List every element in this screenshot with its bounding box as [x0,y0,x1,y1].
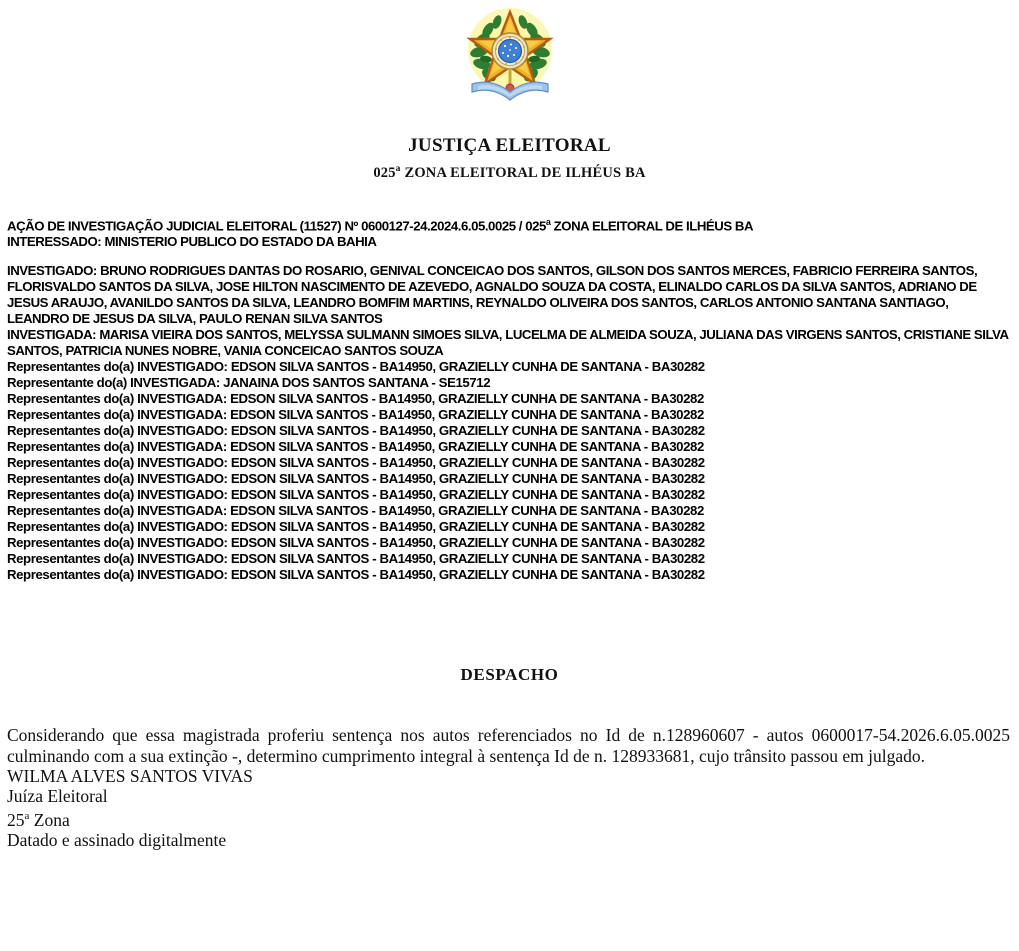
representative-line: Representantes do(a) INVESTIGADO: EDSON SILVA SANTOS - BA14950, GRAZIELLY CUNHA DE SANTANA - BA30282 [7,519,705,535]
judge-zone-ordinal: a [24,810,30,823]
judge-zone-word: Zona [29,809,70,830]
despacho-heading: DESPACHO [460,665,559,685]
representative-line: Representantes do(a) INVESTIGADO: EDSON SILVA SANTOS - BA14950, GRAZIELLY CUNHA DE SANTANA - BA30282 [7,535,705,551]
representative-line: Representantes do(a) INVESTIGADO: EDSON SILVA SANTOS - BA14950, GRAZIELLY CUNHA DE SANTANA - BA30282 [7,359,705,375]
despacho-body [0,725,1019,766]
representative-line: Representantes do(a) INVESTIGADA: EDSON SILVA SANTOS - BA14950, GRAZIELLY CUNHA DE SANTANA - BA30282 [7,503,704,519]
signature-block [0,766,1019,850]
judge-zone [7,806,1019,830]
case-interested-line: INTERESSADO: MINISTERIO PUBLICO DO ESTADO DA BAHIA [7,234,377,250]
representative-line: Representantes do(a) INVESTIGADO: EDSON SILVA SANTOS - BA14950, GRAZIELLY CUNHA DE SANTANA - BA30282 [7,487,705,503]
representative-line: Representantes do(a) INVESTIGADO: EDSON SILVA SANTOS - BA14950, GRAZIELLY CUNHA DE SANTANA - BA30282 [7,551,705,567]
representative-line: Representantes do(a) INVESTIGADA: EDSON SILVA SANTOS - BA14950, GRAZIELLY CUNHA DE SANTANA - BA30282 [7,407,704,423]
representative-line: Representantes do(a) INVESTIGADO: EDSON SILVA SANTOS - BA14950, GRAZIELLY CUNHA DE SANTANA - BA30282 [7,455,705,471]
zone-ordinal: a [395,163,401,174]
electoral-zone-subtitle [0,164,1019,182]
representatives-list [7,359,1012,583]
zone-name: ZONA ELEITORAL DE ILHÉUS BA [400,164,646,181]
meta-spacer [7,250,1012,263]
judge-zone-number: 25 [7,809,25,830]
court-title: JUSTIÇA ELEITORAL [408,135,611,156]
representative-line: Representantes do(a) INVESTIGADO: EDSON SILVA SANTOS - BA14950, GRAZIELLY CUNHA DE SANTANA - BA30282 [7,471,705,487]
case-meta-block [0,214,1019,583]
representative-line: Representantes do(a) INVESTIGADA: EDSON SILVA SANTOS - BA14950, GRAZIELLY CUNHA DE SANTANA - BA30282 [7,391,704,407]
digital-signature-note: Datado e assinado digitalmente [7,829,227,850]
case-action-zone: ZONA ELEITORAL DE ILHÉUS BA [550,218,754,234]
judge-role: Juíza Eleitoral [7,786,108,807]
crest-container [0,0,1019,106]
zone-number: 025 [373,164,396,181]
judge-name: WILMA ALVES SANTOS VIVAS [7,766,253,787]
representative-line: Representantes do(a) INVESTIGADO: EDSON SILVA SANTOS - BA14950, GRAZIELLY CUNHA DE SANTANA - BA30282 [7,567,705,583]
case-action-ordinal: a [545,216,551,227]
representative-line: Representantes do(a) INVESTIGADA: EDSON SILVA SANTOS - BA14950, GRAZIELLY CUNHA DE SANTANA - BA30282 [7,439,704,455]
investigada-block [7,327,1012,359]
investigado-block [7,263,1012,327]
representative-line: Representante do(a) INVESTIGADA: JANAINA DOS SANTOS SANTANA - SE15712 [7,375,491,391]
case-action-line [7,214,1012,234]
investigada-names: INVESTIGADA: MARISA VIEIRA DOS SANTOS, MELYSSA SULMANN SIMOES SILVA, LUCELMA DE ALMEIDA SOUZA, JULIANA DAS VIRGENS SANTOS, CRISTIANE SILVA SANTOS, PATRICIA NUNES NOBRE, VANIA CONCEICAO SANTOS SOUZA [7,327,1009,359]
despacho-paragraph: Considerando que essa magistrada proferiu sentença nos autos referenciados no Id de n.128960607 - autos 0600017-54.2026.6.05.0025 culminando com a sua extinção -, determino cumprimento integral à sentença Id de n. 128933681, cujo trânsito passou em julgado. [7,725,1010,766]
brazil-coat-of-arms-icon [462,6,558,106]
investigado-names: INVESTIGADO: BRUNO RODRIGUES DANTAS DO ROSARIO, GENIVAL CONCEICAO DOS SANTOS, GILSON DOS SANTOS MERCES, FABRICIO FERREIRA SANTOS, FLORISVALDO SANTOS DA SILVA, JOSE HILTON NASCIMENTO DE AZEVEDO, AGNALDO SOUZA DA COSTA, ELINALDO CARLOS DA SILVA SANTOS, ADRIANO DE JESUS ARAUJO, AVANILDO SANTOS DA SILVA, LEANDRO BOMFIM MARTINS, REYNALDO OLIVEIRA DOS SANTOS, CARLOS ANTONIO SANTANA SANTIAGO, LEANDRO DE JESUS DA SILVA, PAULO RENAN SILVA SANTOS [7,263,978,327]
representative-line: Representantes do(a) INVESTIGADO: EDSON SILVA SANTOS - BA14950, GRAZIELLY CUNHA DE SANTANA - BA30282 [7,423,705,439]
case-action-text: AÇÃO DE INVESTIGAÇÃO JUDICIAL ELEITORAL (11527) Nº 0600127-24.2024.6.05.0025 / 025 [7,218,546,234]
